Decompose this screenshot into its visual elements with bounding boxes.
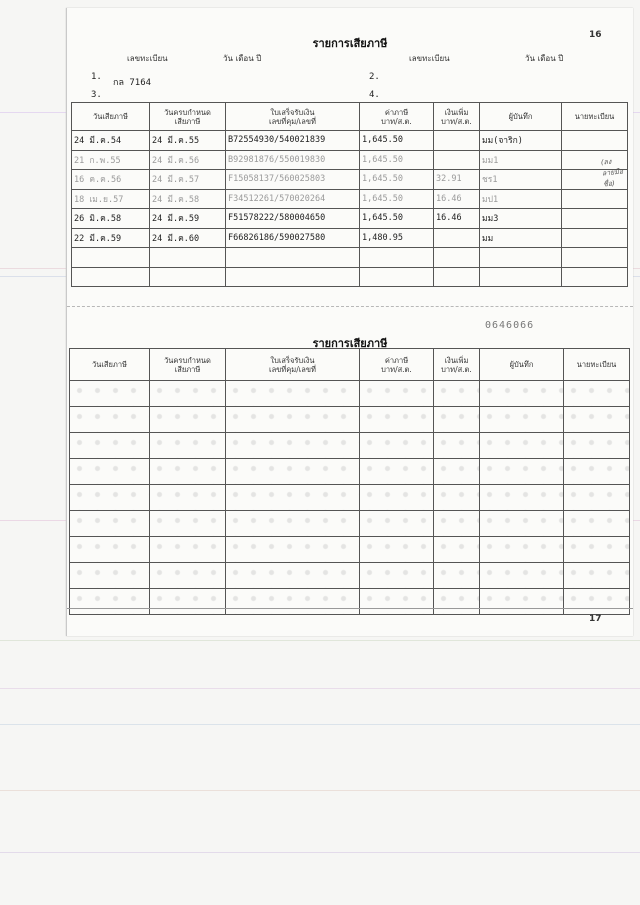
scan-streak [0,790,640,791]
blank-cell [226,485,360,511]
blank-cell [434,563,480,589]
extra-amount-cell: 16.46 [434,189,480,209]
table-row [72,189,628,209]
paid-date-cell: 21 ก.พ.55 [72,150,150,170]
tax-amount-cell: 1,480.95 [360,228,434,248]
registrar-cell [562,189,628,209]
col-header-due: วันครบกำหนด เสียภาษี [150,349,226,381]
tax-amount-cell: 1,645.50 [360,131,434,151]
blank-cell [360,485,434,511]
tax-amount-cell: 1,645.50 [360,209,434,229]
blank-cell [150,511,226,537]
receipt-number-cell: F34512261/570020264 [226,189,360,209]
blank-cell [480,381,564,407]
blank-cell [564,407,630,433]
blank-cell [226,511,360,537]
blank-cell [150,433,226,459]
reg-label-2: เลขทะเบียน [409,54,450,63]
col-header-paid: วันเสียภาษี [72,103,150,131]
paid-date-cell: 16 ค.ค.56 [72,170,150,190]
receipt-number-cell: F66826186/590027580 [226,228,360,248]
blank-cell [70,407,150,433]
table-row [70,563,630,589]
blank-cell [434,537,480,563]
tax-amount-cell: 1,645.50 [360,170,434,190]
registrar-cell [562,267,628,287]
blank-cell [226,537,360,563]
due-date-cell: 24 มี.ค.57 [150,170,226,190]
table-row [70,511,630,537]
blank-cell [564,537,630,563]
date-label-1: วัน เดือน ปี [223,54,262,63]
recorder-cell: มม [480,228,562,248]
due-date-cell: 24 มี.ค.60 [150,228,226,248]
due-date-cell: 24 มี.ค.58 [150,189,226,209]
blank-cell [70,589,150,615]
section-title: รายการเสียภาษี [312,37,388,50]
section-title-2: รายการเสียภาษี [312,337,388,350]
blank-cell [150,459,226,485]
blank-cell [434,511,480,537]
serial-number: 0646066 [485,320,535,331]
blank-cell [70,433,150,459]
table-row [72,228,628,248]
recorder-cell: มม1 [480,150,562,170]
table-row [70,485,630,511]
table-row [70,433,630,459]
blank-cell [226,563,360,589]
scan-streak [0,640,640,641]
blank-cell [150,381,226,407]
recorder-cell [480,267,562,287]
col-header-recorder: ผู้บันทึก [480,103,562,131]
due-date-cell: 24 มี.ค.59 [150,209,226,229]
blank-cell [564,589,630,615]
blank-cell [564,433,630,459]
scan-streak [0,852,640,853]
tax-amount-cell: 1,645.50 [360,189,434,209]
blank-cell [360,537,434,563]
blank-cell [564,563,630,589]
blank-cell [360,459,434,485]
blank-cell [564,381,630,407]
blank-cell [480,407,564,433]
plate-index-2: 2. [369,72,380,82]
blank-cell [226,589,360,615]
tax-amount-cell: 1,645.50 [360,150,434,170]
scan-streak [0,724,640,725]
col-header-extra: เงินเพิ่ม บาท/ส.ต. [434,349,480,381]
blank-cell [226,459,360,485]
plate-index-3: 3. [91,90,102,100]
col-header-extra: เงินเพิ่ม บาท/ส.ต. [434,103,480,131]
table-row [70,589,630,615]
blank-cell [480,589,564,615]
blank-cell [480,511,564,537]
paid-date-cell: 24 มี.ค.54 [72,131,150,151]
table-row [72,170,628,190]
paid-date-cell: 18 เม.ย.57 [72,189,150,209]
receipt-number-cell [226,248,360,268]
registrar-cell [562,209,628,229]
receipt-number-cell [226,267,360,287]
plate-number-1: กล 7164 [113,78,152,88]
blank-cell [434,459,480,485]
blank-cell [70,485,150,511]
blank-cell [480,537,564,563]
due-date-cell [150,248,226,268]
blank-cell [360,589,434,615]
extra-amount-cell [434,248,480,268]
blank-cell [360,407,434,433]
col-header-tax: ค่าภาษี บาท/ส.ต. [360,103,434,131]
registrar-cell [562,131,628,151]
table-row [72,248,628,268]
blank-cell [150,589,226,615]
page-number-bottom: 17 [589,614,602,624]
reg-label-1: เลขทะเบียน [127,54,168,63]
blank-cell [150,537,226,563]
recorder-cell: มป1 [480,189,562,209]
receipt-number-cell: B92981876/550019830 [226,150,360,170]
extra-amount-cell [434,131,480,151]
col-header-receipt: ใบเสร็จรับเงิน เลขที่คุม/เลขที่ [226,349,360,381]
tax-record-table-blank [69,348,630,615]
paid-date-cell [72,248,150,268]
col-header-due: วันครบกำหนด เสียภาษี [150,103,226,131]
receipt-number-cell: F15058137/560025803 [226,170,360,190]
scan-streak [0,688,640,689]
table-row [70,459,630,485]
blank-cell [70,511,150,537]
blank-cell [150,485,226,511]
blank-cell [564,511,630,537]
blank-cell [434,381,480,407]
extra-amount-cell [434,228,480,248]
due-date-cell [150,267,226,287]
extra-amount-cell [434,267,480,287]
date-label-2: วัน เดือน ปี [525,54,564,63]
blank-cell [434,485,480,511]
blank-cell [70,381,150,407]
extra-amount-cell [434,150,480,170]
page-bottom-rule [67,608,633,609]
blank-cell [150,407,226,433]
table-header-row [72,103,628,131]
blank-cell [360,433,434,459]
plate-index-4: 4. [369,90,380,100]
perforation-line [67,306,633,307]
table-row [72,267,628,287]
registrar-cell [562,248,628,268]
paid-date-cell: 22 มี.ค.59 [72,228,150,248]
blank-cell [226,433,360,459]
extra-amount-cell: 32.91 [434,170,480,190]
registrar-note: (ลงลายมือชื่อ) [600,157,624,189]
blank-cell [226,381,360,407]
blank-cell [434,433,480,459]
table-row [72,150,628,170]
due-date-cell: 24 มี.ค.55 [150,131,226,151]
col-header-tax: ค่าภาษี บาท/ส.ต. [360,349,434,381]
table-row [72,131,628,151]
blank-cell [70,459,150,485]
table-row [70,537,630,563]
col-header-recorder: ผู้บันทึก [480,349,564,381]
col-header-paid: วันเสียภาษี [70,349,150,381]
tax-amount-cell [360,267,434,287]
blank-cell [150,563,226,589]
blank-cell [70,563,150,589]
blank-cell [480,459,564,485]
blank-cell [480,433,564,459]
paid-date-cell: 26 มิ.ค.58 [72,209,150,229]
blank-cell [480,485,564,511]
recorder-cell: มม3 [480,209,562,229]
blank-cell [564,459,630,485]
recorder-cell [480,248,562,268]
registrar-cell [562,228,628,248]
receipt-number-cell: F51578222/580004650 [226,209,360,229]
blank-cell [360,511,434,537]
table-row [70,407,630,433]
due-date-cell: 24 มี.ค.56 [150,150,226,170]
document-page [66,8,633,636]
tax-record-table [71,102,628,287]
recorder-cell: ชร1 [480,170,562,190]
blank-cell [360,381,434,407]
recorder-cell: มม(จาริก) [480,131,562,151]
page-number-top: 16 [589,30,602,40]
col-header-receipt: ใบเสร็จรับเงิน เลขที่คุม/เลขที่ [226,103,360,131]
table-row [70,381,630,407]
blank-cell [480,563,564,589]
blank-cell [434,407,480,433]
table-header-row [70,349,630,381]
receipt-number-cell: B72554930/540021839 [226,131,360,151]
extra-amount-cell: 16.46 [434,209,480,229]
blank-cell [360,563,434,589]
paid-date-cell [72,267,150,287]
blank-cell [434,589,480,615]
col-header-registrar: นายทะเบียน [562,103,628,131]
tax-amount-cell [360,248,434,268]
blank-cell [70,537,150,563]
blank-cell [564,485,630,511]
blank-cell [226,407,360,433]
col-header-registrar: นายทะเบียน [564,349,630,381]
plate-index-1: 1. [91,72,102,82]
table-row [72,209,628,229]
